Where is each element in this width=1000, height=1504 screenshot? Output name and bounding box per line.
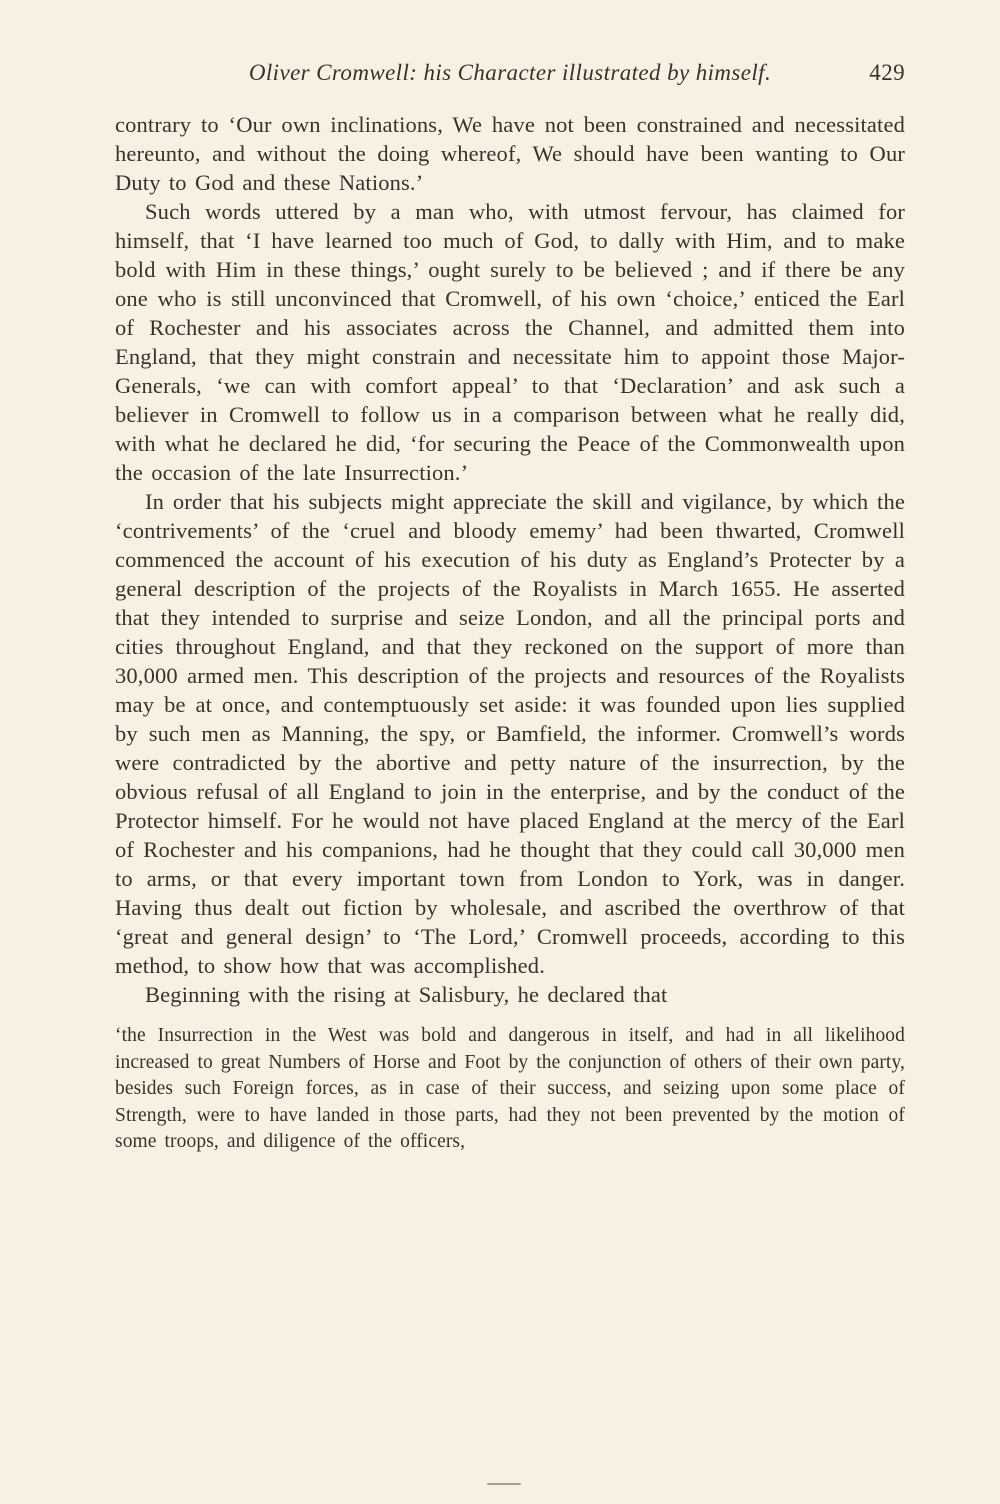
paragraph: In order that his subjects might appreciate the skill and vigilance, by which the ‘contrivements’ of the ‘cruel and bloody ememy’ had been thwarted, Cromwell commenced the account of his execution of his duty as England’s Protecter by a general description of the projects of the Royalists in March 1655. He asserted that they intended to surprise and seize London, and all the principal ports and cities throughout England, and that they reckoned on the support of more than 30,000 armed men. This description of the projects and resources of the Royalists may be at once, and contemptuously set aside: it was founded upon lies supplied by such men as Manning, the spy, or Bamfield, the informer. Cromwell’s words were contradicted by the abortive and petty nature of the insurrection, by the obvious refusal of all England to join in the enterprise, and by the conduct of the Protector himself. For he would not have placed England at the mercy of the Earl of Rochester and his companions, had he thought that they could call 30,000 men to arms, or that every important town from London to York, was in danger. Having thus dealt out fiction by wholesale, and ascribed the overthrow of that ‘great and general design’ to ‘The Lord,’ Cromwell proceeds, according to this method, to show how that was accomplished.	[115, 489, 905, 978]
paragraph: Such words uttered by a man who, with utmost fervour, has claimed for himself, that ‘I have learned too much of God, to dally with Him, and to make bold with Him in these things,’ ought surely to be believed ; and if there be any one who is still unconvinced that Cromwell, of his own ‘choice,’ enticed the Earl of Rochester and his associates across the Channel, and admitted them into England, that they might constrain and necessitate him to appoint those Major-Generals, ‘we can with comfort appeal’ to that ‘Declaration’ and ask such a believer in Cromwell to follow us in a comparison between what he really did, with what he declared he did, ‘for securing the Peace of the Commonwealth upon the occasion of the late Insurrection.’	[115, 199, 905, 485]
running-title: Oliver Cromwell: his Character illustrated by himself.	[248, 60, 772, 85]
paragraph-continuation: contrary to ‘Our own inclinations, We have not been constrained and necessitated hereunto, and without the doing whereof, We should have been wanting to Our Duty to God and these Nations.’	[115, 112, 905, 195]
page-body	[115, 110, 905, 1009]
footnote-quote: ‘the Insurrection in the West was bold and dangerous in itself, and had in all likelihood increased to great Numbers of Horse and Foot by the conjunction of others of their own party, besides such Foreign forces, as in case of their success, and seizing upon some place of Strength, were to have landed in those parts, had they not been prevented by the motion of some troops, and diligence of the officers,	[115, 1025, 905, 1152]
paragraph: Beginning with the rising at Salisbury, he declared that	[145, 982, 668, 1007]
page-header	[115, 60, 905, 86]
page-number: 429	[869, 60, 905, 85]
scan-artifact-mark	[487, 1483, 521, 1485]
